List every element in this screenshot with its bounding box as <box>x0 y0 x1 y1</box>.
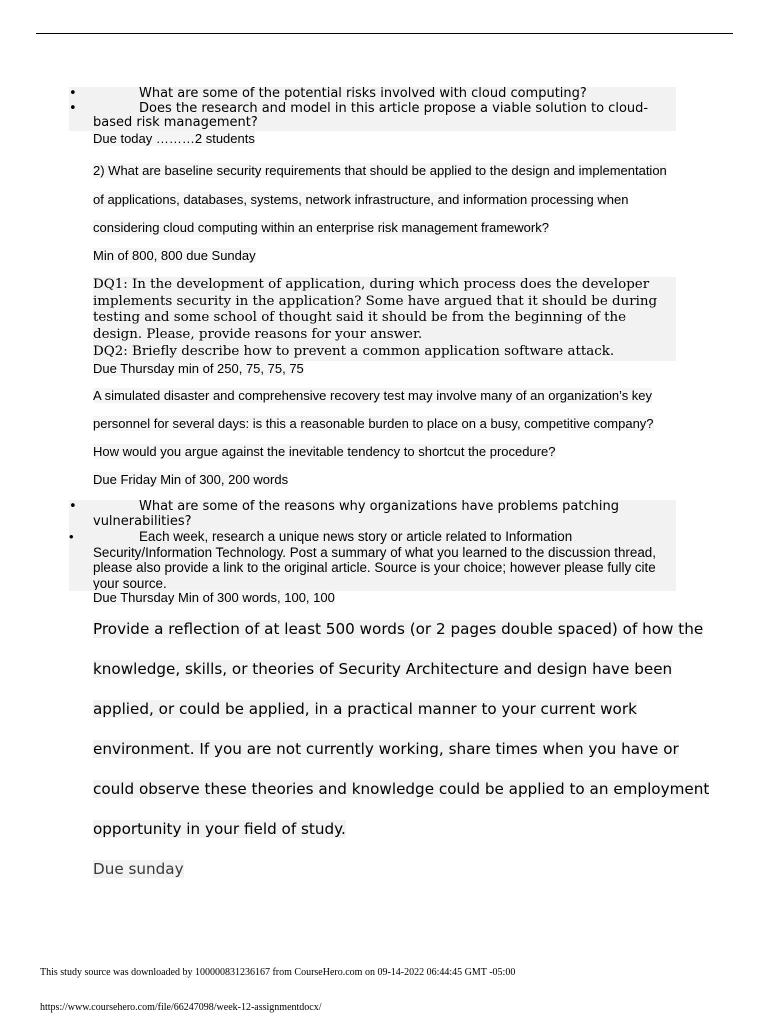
due-sunday-note: Due sunday <box>93 860 184 878</box>
reflection-line: environment. If you are not currently working, share times when you have or <box>93 740 679 758</box>
question-3-line: personnel for several days: is this a reasonable burden to place on a busy, competitive company? <box>93 416 654 431</box>
source-url[interactable]: https://www.coursehero.com/file/66247098/week-12-assignmentdocx/ <box>40 1002 322 1013</box>
bullet-list-patching <box>69 500 676 591</box>
question-3-line: How would you argue against the inevitable tendency to shortcut the procedure? <box>93 444 556 459</box>
due-friday-note: Due Friday Min of 300, 200 words <box>93 472 289 487</box>
list-item: • Each week, research a unique news story or article related to Information Security/Information Technology. Post a summary of what you learned to the discussion thread, please also provide a link to the original article. Source is your choice; however please fully cite your source. <box>69 529 676 591</box>
reflection-line: opportunity in your field of study. <box>93 820 346 838</box>
question-2-line: 2) What are baseline security requirements that should be applied to the design and implementation <box>93 163 667 178</box>
reflection-line: Provide a reflection of at least 500 words (or 2 pages double spaced) of how the <box>93 620 704 638</box>
due-today-note: Due today ………2 students <box>93 131 255 146</box>
reflection-line: knowledge, skills, or theories of Security Architecture and design have been <box>93 660 673 678</box>
dq1-text: DQ1: In the development of application, during which process does the developer implements security in the application? Some have argued that it should be during testing and some school of thought said it should be from the beginning of the design. Please, provide reasons for your answer. <box>93 277 658 343</box>
top-rule <box>36 33 733 34</box>
dq2-text: DQ2: Briefly describe how to prevent a common application software attack. <box>93 343 615 359</box>
due-min-800-note: Min of 800, 800 due Sunday <box>93 248 256 263</box>
question-2-line: considering cloud computing within an enterprise risk management framework? <box>93 220 549 235</box>
reflection-line: applied, or could be applied, in a practical manner to your current work <box>93 700 637 718</box>
reflection-line: could observe these theories and knowledge could be applied to an employment <box>93 780 710 798</box>
due-thursday-300-note: Due Thursday Min of 300 words, 100, 100 <box>93 590 335 605</box>
list-item: • Does the research and model in this article propose a viable solution to cloud-based risk management? <box>69 102 676 131</box>
bullet-list-cloud-risks <box>69 87 676 131</box>
discussion-questions-block <box>93 277 676 361</box>
list-item: • What are some of the reasons why organizations have problems patching vulnerabilities? <box>69 500 676 529</box>
download-source-notice: This study source was downloaded by 100000831236167 from CourseHero.com on 09-14-2022 06:44:45 GMT -05:00 <box>40 967 516 978</box>
question-2-line: of applications, databases, systems, network infrastructure, and information processing when <box>93 192 629 207</box>
due-thursday-note: Due Thursday min of 250, 75, 75, 75 <box>93 361 304 376</box>
list-item: • What are some of the potential risks involved with cloud computing? <box>69 87 676 102</box>
question-3-line: A simulated disaster and comprehensive recovery test may involve many of an organization’s key <box>93 388 653 403</box>
